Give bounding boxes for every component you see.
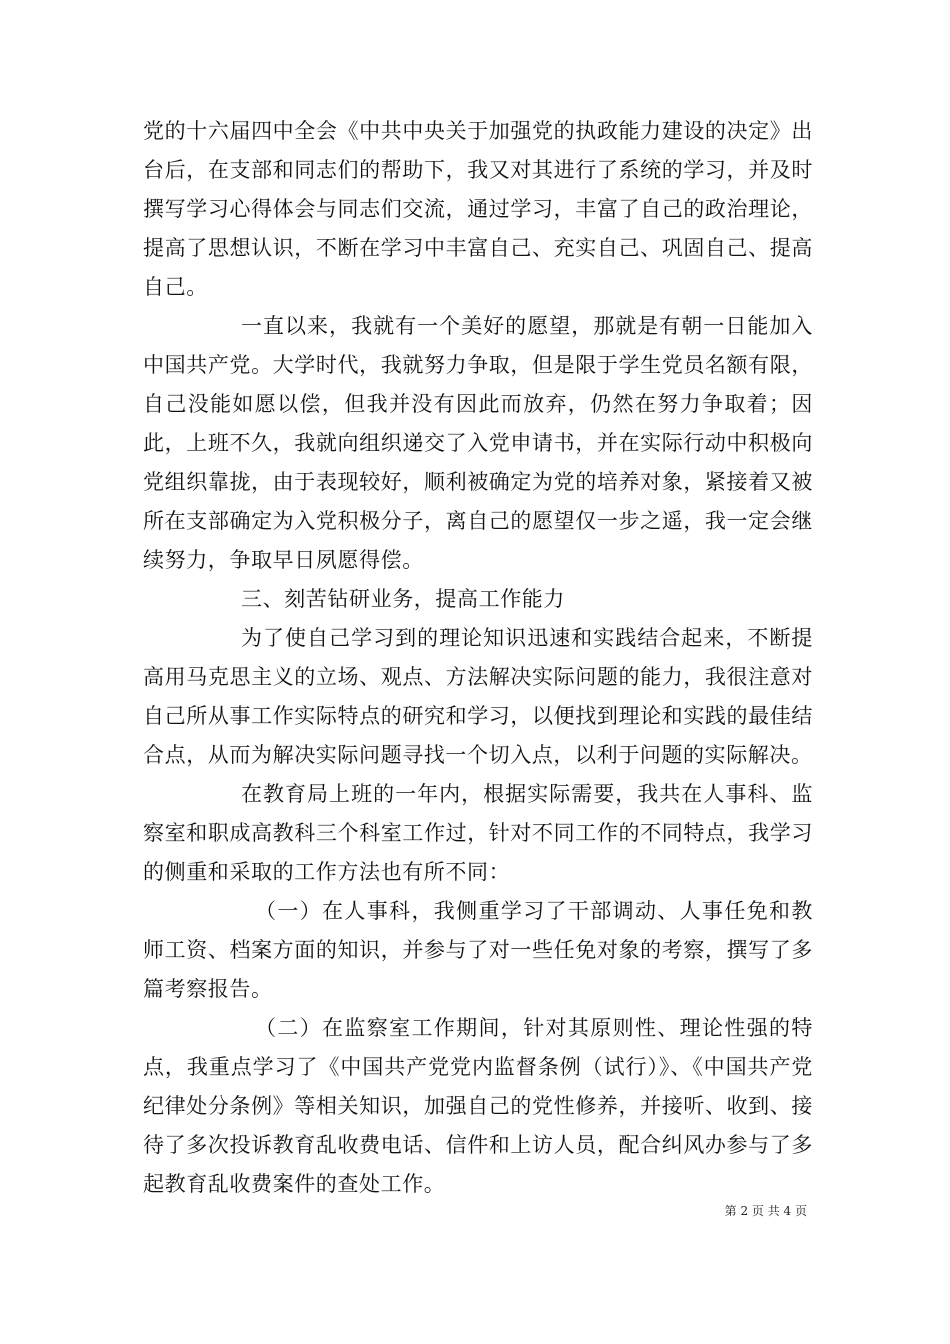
paragraph-continuation: 党的十六届四中全会《中共中央关于加强党的执政能力建设的决定》出台后，在支部和同志们的帮助下，我又对其进行了系统的学习，并及时撰写学习心得体会与同志们交流，通过学习，丰富了自己的政治理论，提高了思想认识，不断在学习中丰富自己、充实自己、巩固自己、提高自己。 — [143, 119, 813, 299]
paragraph-personnel: （一）在人事科，我侧重学习了干部调动、人事任免和教师工资、档案方面的知识，并参与了对一些任免对象的考察，撰写了多篇考察报告。 — [143, 899, 813, 1001]
section-heading: 三、刻苦钻研业务，提高工作能力 — [241, 587, 565, 611]
document-body — [143, 112, 813, 1204]
paragraph-aspiration: 一直以来，我就有一个美好的愿望，那就是有朝一日能加入中国共产党。大学时代，我就努力争取，但是限于学生党员名额有限，自己没能如愿以偿，但我并没有因此而放弃，仍然在努力争取着；因此，上班不久，我就向组织递交了入党申请书，并在实际行动中积极向党组织靠拢，由于表现较好，顺利被确定为党的培养对象，紧接着又被所在支部确定为入党积极分子，离自己的愿望仅一步之遥，我一定会继续努力，争取早日夙愿得偿。 — [143, 314, 813, 572]
paragraph-theory-practice: 为了使自己学习到的理论知识迅速和实践结合起来，不断提高用马克思主义的立场、观点、方法解决实际问题的能力，我很注意对自己所从事工作实际特点的研究和学习，以便找到理论和实践的最佳结合点，从而为解决实际问题寻找一个切入点，以利于问题的实际解决。 — [143, 626, 813, 767]
page-number-footer: 第 2 页 共 4 页 — [724, 1204, 807, 1218]
paragraph-work-year: 在教育局上班的一年内，根据实际需要，我共在人事科、监察室和职成高教科三个科室工作过，针对不同工作的不同特点，我学习的侧重和采取的工作方法也有所不同： — [143, 782, 813, 884]
paragraph-supervision: （二）在监察室工作期间，针对其原则性、理论性强的特点，我重点学习了《中国共产党党内监督条例（试行）》、《中国共产党纪律处分条例》等相关知识，加强自己的党性修养，并接听、收到、接待了多次投诉教育乱收费电话、信件和上访人员，配合纠风办参与了多起教育乱收费案件的查处工作。 — [143, 1016, 813, 1196]
